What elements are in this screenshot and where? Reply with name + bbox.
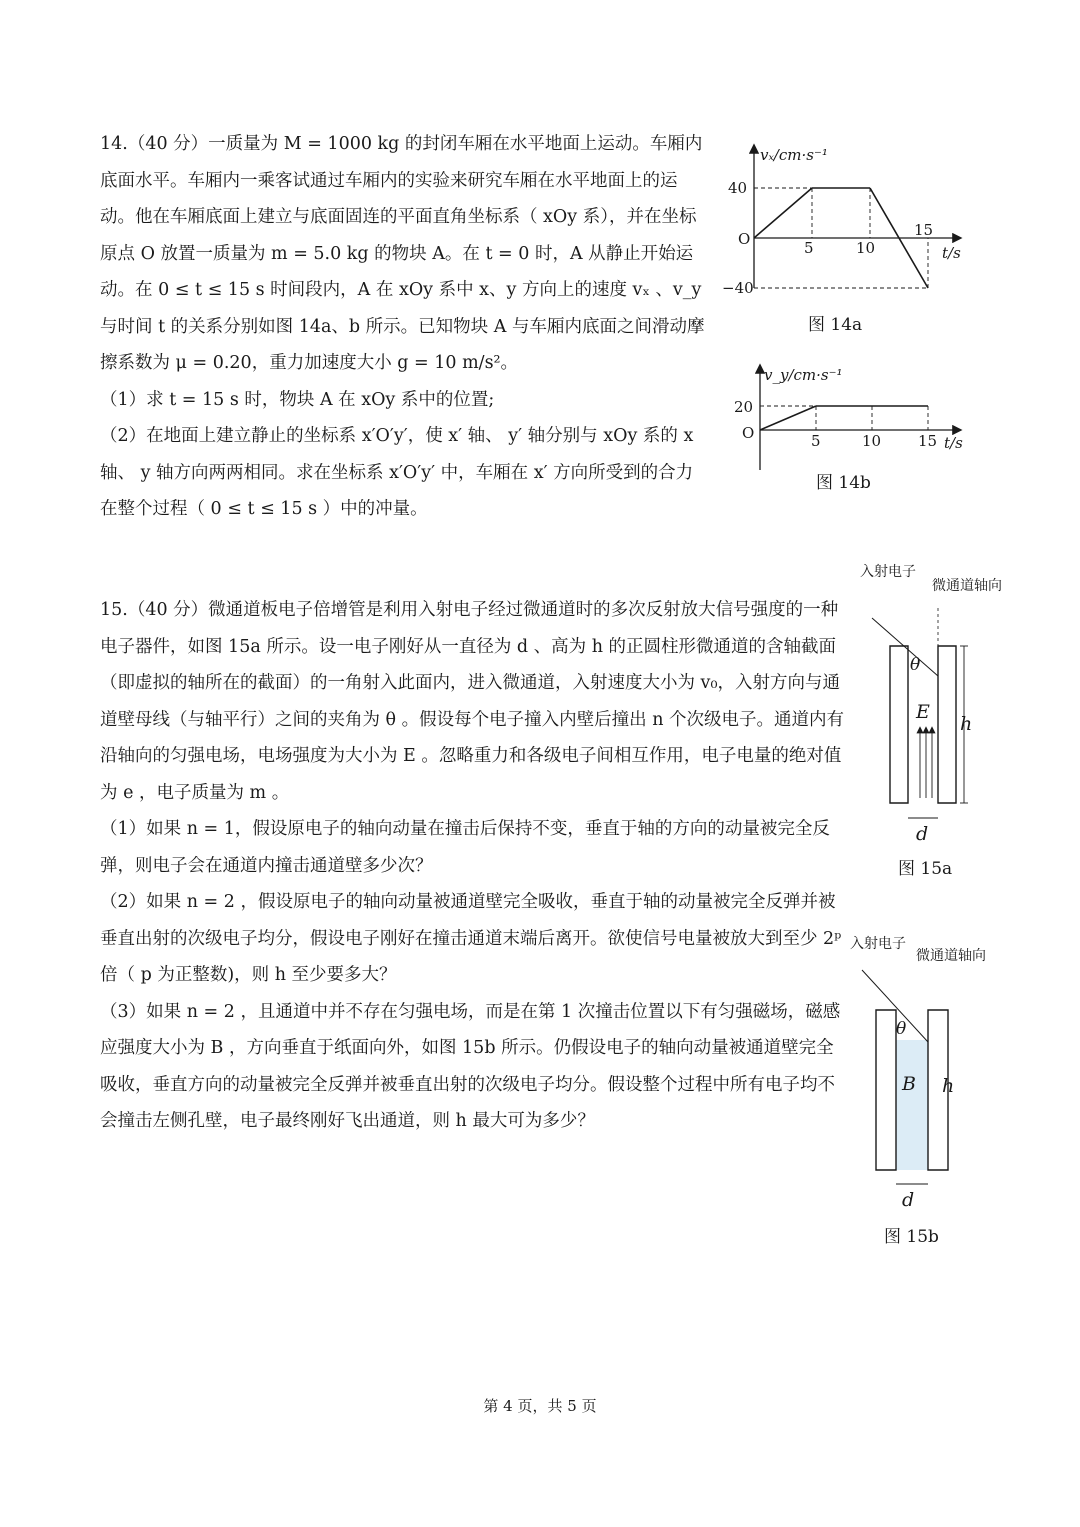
q15-part-2: （2）如果 n = 2 ，假设原电子的轴向动量被通道壁完全吸收，垂直于轴的动量被完全反弹并被垂直出射的次级电子均分，假设电子刚好在撞击通道末端后离开。欲使信号电量被放大到至少 2ᵖ 倍（ p 为正整数)，则 h 至少要多大？ [100, 892, 842, 985]
x-axis-label: t/s [944, 434, 963, 452]
field-E-label: E [916, 701, 930, 723]
y-tick-label: −40 [722, 279, 754, 297]
origin-label: O [742, 424, 755, 442]
magnetic-field-region [896, 1040, 928, 1170]
x-tick-label: 5 [804, 239, 814, 257]
x-tick-label: 15 [914, 221, 934, 239]
chart-14a [720, 138, 980, 338]
figure-15b [842, 930, 986, 1250]
question-15 [100, 592, 850, 1140]
field-B-label: B [902, 1073, 916, 1095]
theta-label: θ [896, 1019, 907, 1039]
figure-14b [720, 360, 980, 500]
incident-label: 入射电子 [850, 936, 906, 952]
diameter-label: d [902, 1189, 915, 1211]
incident-ray [862, 970, 928, 1042]
theta-label: θ [910, 655, 921, 675]
height-label: h [942, 1075, 955, 1097]
axis-direction-label: 微通道轴向 [932, 578, 1002, 594]
axis-direction-label: 微通道轴向 [916, 948, 986, 964]
q15-part-1: （1）如果 n = 1，假设原电子的轴向动量在撞击后保持不变，垂直于轴的方向的动量被完全反弹，则电子会在通道内撞击通道壁多少次？ [100, 819, 830, 876]
series-segment [754, 188, 812, 238]
figure-caption: 图 14a [808, 315, 863, 335]
channel-left-wall [876, 1010, 896, 1170]
channel-left-wall [890, 646, 908, 803]
page-footer: 第 4 页，共 5 页 [483, 1397, 597, 1415]
y-tick-label: 40 [728, 179, 748, 197]
figure-15a [850, 558, 1002, 888]
figure-caption: 图 15a [898, 859, 953, 879]
figure-caption: 图 15b [884, 1227, 939, 1247]
series-segment [760, 406, 816, 430]
q15-stem: 15.（40 分）微通道板电子倍增管是利用入射电子经过微通道时的多次反射放大信号强度的一种电子器件，如图 15a 所示。设一电子刚好从一直径为 d 、高为 h 的正圆柱形微通道的含轴截面（即虚拟的轴所在的截面）的一角射入此面内，进入微通道，入射速度大小为 v₀，入射方向与通道壁母线（与轴平行）之间的夹角为 θ 。假设每个电子撞入内壁后撞出 n 个次级电子。通道内有沿轴向的匀强电场，电场强度为大小为 E 。忽略重力和各级电子间相互作用，电子电量的绝对值为 e ，电子质量为 m 。 [100, 600, 845, 803]
q14-part-1: （1）求 t = 15 s 时，物块 A 在 xOy 系中的位置; [100, 389, 495, 410]
figure-14a [720, 138, 980, 338]
channel-right-wall [938, 646, 956, 803]
y-tick-label: 20 [734, 398, 754, 416]
chart-14b [720, 360, 980, 500]
q14-stem: 14.（40 分）一质量为 M = 1000 kg 的封闭车厢在水平地面上运动。车厢内底面水平。车厢内一乘客试通过车厢内的实验来研究车厢在水平地面上的运动。他在车厢底面上建立与底面固连的平面直角坐标系（ xOy 系），并在坐标原点 O 放置一质量为 m = 5.0 kg 的物块 A。在 t = 0 时，A 从静止开始运动。在 0 ≤ t ≤ 15 s 时间段内，A 在 xOy 系中 x、y 方向上的速度 vₓ 、v_y 与时间 t 的关系分别如图 14a、b 所示。已知物块 A 与车厢内底面之间滑动摩擦系数为 μ = 0.20，重力加速度大小 g = 10 m/s²。 [100, 134, 705, 373]
origin-label: O [738, 230, 751, 248]
y-axis-label: v_y/cm·s⁻¹ [764, 366, 843, 384]
diagram-15b [842, 930, 986, 1250]
diagram-15a [850, 558, 1002, 888]
figure-caption: 图 14b [816, 473, 871, 493]
incident-label: 入射电子 [860, 564, 916, 580]
diameter-label: d [916, 823, 929, 845]
x-tick-label: 10 [856, 239, 876, 257]
x-tick-label: 10 [862, 432, 882, 450]
x-tick-label: 5 [811, 432, 821, 450]
question-14 [100, 126, 705, 528]
q15-part-3: （3）如果 n = 2 ，且通道中并不存在匀强电场，而是在第 1 次撞击位置以下有匀强磁场，磁感应强度大小为 B ，方向垂直于纸面向外，如图 15b 所示。仍假设电子的轴向动量被通道壁完全吸收，垂直方向的动量被完全反弹并被垂直出射的次级电子均分。假设整个过程中所有电子均不会撞击左侧孔壁，电子最终刚好飞出通道，则 h 最大可为多少？ [100, 1001, 841, 1131]
field-arrows [920, 728, 932, 798]
x-tick-label: 15 [918, 432, 938, 450]
height-label: h [960, 713, 973, 735]
y-axis-label: vₓ/cm·s⁻¹ [760, 146, 828, 164]
q14-part-2: （2）在地面上建立静止的坐标系 x′O′y′，使 x′ 轴、 y′ 轴分别与 xOy 系的 x 轴、 y 轴方向两两相同。求在坐标系 x′O′y′ 中，车厢在 x′ 方向所受到的合力在整个过程（ 0 ≤ t ≤ 15 s ）中的冲量。 [100, 426, 694, 519]
incident-ray [872, 618, 938, 676]
x-axis-label: t/s [942, 244, 961, 262]
